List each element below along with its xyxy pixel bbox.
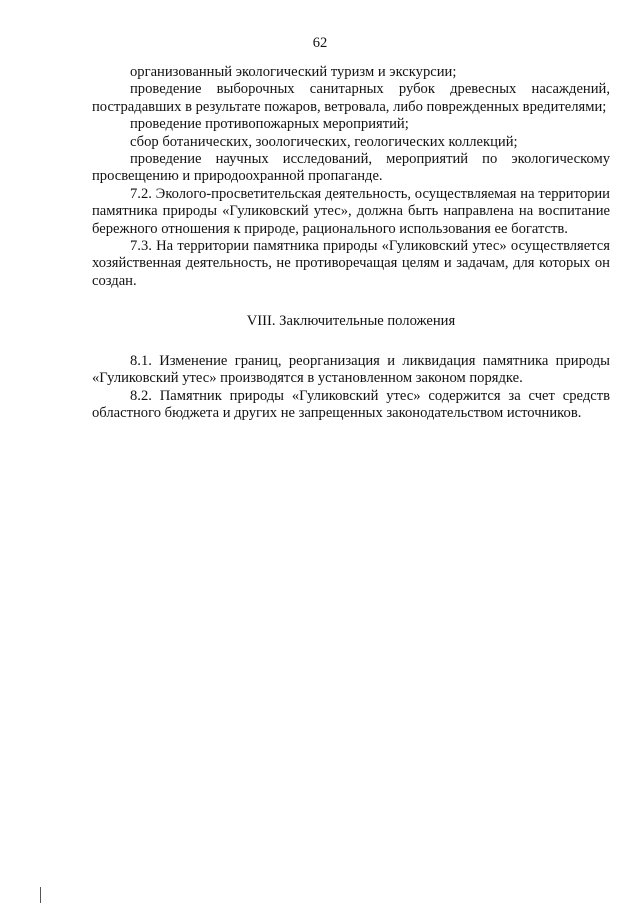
- scan-edge-mark: [40, 887, 41, 903]
- paragraph-fire-prevention: проведение противопожарных мероприятий;: [130, 116, 409, 133]
- document-body: [92, 64, 610, 422]
- paragraph-ecotourism: организованный экологический туризм и экскурсии;: [130, 64, 457, 80]
- paragraph-8-2: 8.2. Памятник природы «Гуликовский утес» содержится за счет средств областного бюджета и других не запрещенных законодательством источников.: [92, 387, 610, 421]
- paragraph-8-1: 8.1. Изменение границ, реорганизация и ликвидация памятника природы «Гуликовский утес» производятся в установленном законом порядке.: [92, 352, 610, 387]
- paragraph-research: проведение научных исследований, мероприятий по экологическому просвещению и природоохранной пропаганде.: [92, 151, 610, 185]
- section-heading: VIII. Заключительные положения: [246, 313, 456, 330]
- paragraph-sanitary-felling: проведение выборочных санитарных рубок древесных насаждений, пострадавших в результате пожаров, ветровала, либо поврежденных вредителями;: [92, 81, 610, 115]
- paragraph-7-2: 7.2. Эколого-просветительская деятельность, осуществляемая на территории памятника природы «Гуликовский утес», должна быть направлена на воспитание бережного отношения к природе, рационального использования ее богатств.: [92, 185, 610, 237]
- page-number: 62: [312, 35, 328, 51]
- paragraph-collections: сбор ботанических, зоологических, геологических коллекций;: [130, 133, 518, 150]
- paragraph-7-3: 7.3. На территории памятника природы «Гуликовский утес» осуществляется хозяйственная деятельность, не противоречащая целям и задачам, для которых он создан.: [92, 238, 610, 289]
